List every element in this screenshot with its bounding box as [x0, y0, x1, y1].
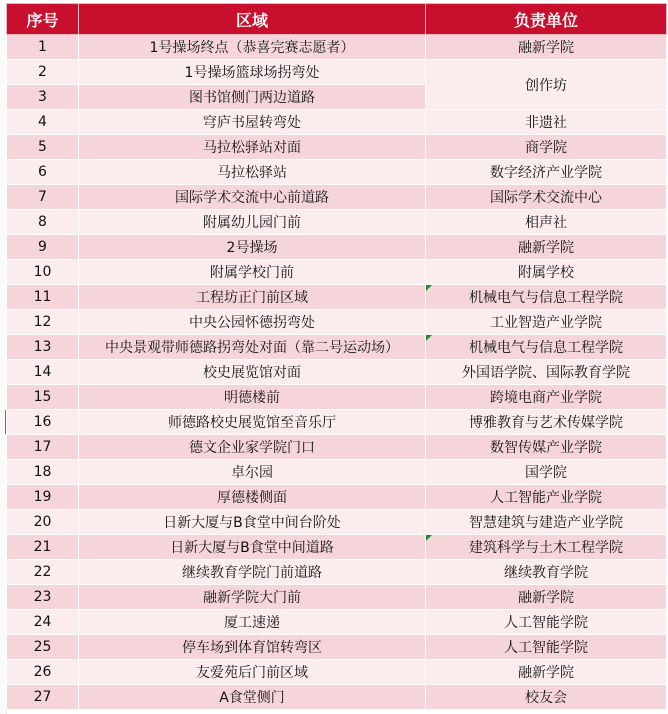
cell-area[interactable]: 2号操场: [79, 235, 426, 260]
cell-no[interactable]: 8: [7, 210, 79, 235]
table-row: [7, 510, 667, 535]
cell-unit[interactable]: 人工智能学院: [426, 610, 667, 635]
cell-unit[interactable]: 数智传媒产业学院: [426, 435, 667, 460]
table-row: [7, 360, 667, 385]
table-row: [7, 635, 667, 660]
cell-unit[interactable]: 博雅教育与艺术传媒学院: [426, 410, 667, 435]
cell-no[interactable]: 5: [7, 135, 79, 160]
table-row: [7, 535, 667, 560]
cell-area[interactable]: 德文企业家学院门口: [79, 435, 426, 460]
cell-no[interactable]: 18: [7, 460, 79, 485]
cell-unit[interactable]: 工业智造产业学院: [426, 310, 667, 335]
table-row: [7, 410, 667, 435]
cell-unit[interactable]: 国际学术交流中心: [426, 185, 667, 210]
cell-area[interactable]: 中央公园怀德拐弯处: [79, 310, 426, 335]
cell-no[interactable]: 15: [7, 385, 79, 410]
cell-unit[interactable]: 非遗社: [426, 110, 667, 135]
cell-unit[interactable]: 商学院: [426, 135, 667, 160]
table-row: [7, 260, 667, 285]
cell-no[interactable]: 7: [7, 185, 79, 210]
cell-no[interactable]: 10: [7, 260, 79, 285]
cell-unit[interactable]: 智慧建筑与建造产业学院: [426, 510, 667, 535]
cell-no[interactable]: 26: [7, 660, 79, 685]
cell-no[interactable]: 19: [7, 485, 79, 510]
cell-area[interactable]: 师德路校史展览馆至音乐厅: [79, 410, 426, 435]
table-row: [7, 310, 667, 335]
cell-area[interactable]: 明德楼前: [79, 385, 426, 410]
table-row: [7, 610, 667, 635]
cell-no[interactable]: 21: [7, 535, 79, 560]
header-unit: 负责单位: [426, 4, 667, 35]
table-row: [7, 585, 667, 610]
cell-unit[interactable]: 融新学院: [426, 235, 667, 260]
cell-unit[interactable]: 国学院: [426, 460, 667, 485]
cell-area[interactable]: 友爱苑后门前区域: [79, 660, 426, 685]
cell-unit-merged[interactable]: 创作坊: [426, 60, 667, 110]
cell-no[interactable]: 9: [7, 235, 79, 260]
table-row: [7, 285, 667, 310]
table-row: [7, 235, 667, 260]
cell-no[interactable]: 23: [7, 585, 79, 610]
table-row: [7, 60, 667, 85]
cell-area[interactable]: 工程坊正门前区域: [79, 285, 426, 310]
table-row: [7, 560, 667, 585]
cell-area[interactable]: 国际学术交流中心前道路: [79, 185, 426, 210]
cell-area[interactable]: 日新大厦与B食堂中间台阶处: [79, 510, 426, 535]
cell-no[interactable]: 25: [7, 635, 79, 660]
cell-area[interactable]: 日新大厦与B食堂中间道路: [79, 535, 426, 560]
table-header-row: [7, 4, 667, 35]
cell-no[interactable]: 24: [7, 610, 79, 635]
cell-unit[interactable]: 附属学校: [426, 260, 667, 285]
cell-no[interactable]: 1: [7, 35, 79, 60]
table-row: [7, 160, 667, 185]
cell-unit[interactable]: 人工智能产业学院: [426, 485, 667, 510]
cell-no[interactable]: 20: [7, 510, 79, 535]
cell-area[interactable]: 中央景观带师德路拐弯处对面（靠二号运动场）: [79, 335, 426, 360]
cell-area[interactable]: 穹庐书屋转弯处: [79, 110, 426, 135]
cell-area[interactable]: 图书馆侧门两边道路: [79, 85, 426, 110]
cell-area[interactable]: 1号操场篮球场拐弯处: [79, 60, 426, 85]
table-row: [7, 210, 667, 235]
cell-unit[interactable]: 融新学院: [426, 660, 667, 685]
cell-area[interactable]: 附属学校门前: [79, 260, 426, 285]
cell-area[interactable]: 继续教育学院门前道路: [79, 560, 426, 585]
cell-area[interactable]: 马拉松驿站对面: [79, 135, 426, 160]
cell-no[interactable]: 13: [7, 335, 79, 360]
cell-area[interactable]: 厚德楼侧面: [79, 485, 426, 510]
table-row: [7, 435, 667, 460]
volunteer-assignment-table: [6, 3, 667, 710]
table-row: [7, 335, 667, 360]
cell-no[interactable]: 22: [7, 560, 79, 585]
cell-unit[interactable]: 融新学院: [426, 35, 667, 60]
table-row: [7, 110, 667, 135]
cell-area[interactable]: A食堂侧门: [79, 685, 426, 710]
table-row: [7, 35, 667, 60]
cell-unit[interactable]: 机械电气与信息工程学院: [426, 285, 667, 310]
table-row: [7, 460, 667, 485]
header-no: 序号: [7, 4, 79, 35]
cell-no[interactable]: 16: [7, 410, 79, 435]
table-row: [7, 185, 667, 210]
cell-area[interactable]: 附属幼儿园门前: [79, 210, 426, 235]
cell-unit[interactable]: 机械电气与信息工程学院: [426, 335, 667, 360]
table-row: [7, 660, 667, 685]
cell-area[interactable]: 融新学院大门前: [79, 585, 426, 610]
cell-area[interactable]: 1号操场终点（恭喜完赛志愿者）: [79, 35, 426, 60]
cell-unit[interactable]: 继续教育学院: [426, 560, 667, 585]
cell-unit[interactable]: 建筑科学与土木工程学院: [426, 535, 667, 560]
cell-unit[interactable]: 校友会: [426, 685, 667, 710]
cell-area[interactable]: 厦工速递: [79, 610, 426, 635]
cell-no[interactable]: 11: [7, 285, 79, 310]
cell-no[interactable]: 27: [7, 685, 79, 710]
cell-unit[interactable]: 外国语学院、国际教育学院: [426, 360, 667, 385]
cell-no[interactable]: 14: [7, 360, 79, 385]
cell-no[interactable]: 17: [7, 435, 79, 460]
cell-unit[interactable]: 数字经济产业学院: [426, 160, 667, 185]
cell-area[interactable]: 卓尔园: [79, 460, 426, 485]
cell-unit[interactable]: 相声社: [426, 210, 667, 235]
table-row: [7, 135, 667, 160]
cell-no[interactable]: 2: [7, 60, 79, 85]
cell-area[interactable]: 停车场到体育馆转弯区: [79, 635, 426, 660]
cell-unit[interactable]: 人工智能学院: [426, 635, 667, 660]
cell-area[interactable]: 马拉松驿站: [79, 160, 426, 185]
cell-no[interactable]: 4: [7, 110, 79, 135]
cell-unit[interactable]: 跨境电商产业学院: [426, 385, 667, 410]
cell-no[interactable]: 6: [7, 160, 79, 185]
cell-unit[interactable]: 融新学院: [426, 585, 667, 610]
header-area: 区域: [79, 4, 426, 35]
table-row: [7, 485, 667, 510]
table-row: [7, 385, 667, 410]
cell-no[interactable]: 3: [7, 85, 79, 110]
table-row: [7, 685, 667, 710]
cell-area[interactable]: 校史展览馆对面: [79, 360, 426, 385]
cell-no[interactable]: 12: [7, 310, 79, 335]
